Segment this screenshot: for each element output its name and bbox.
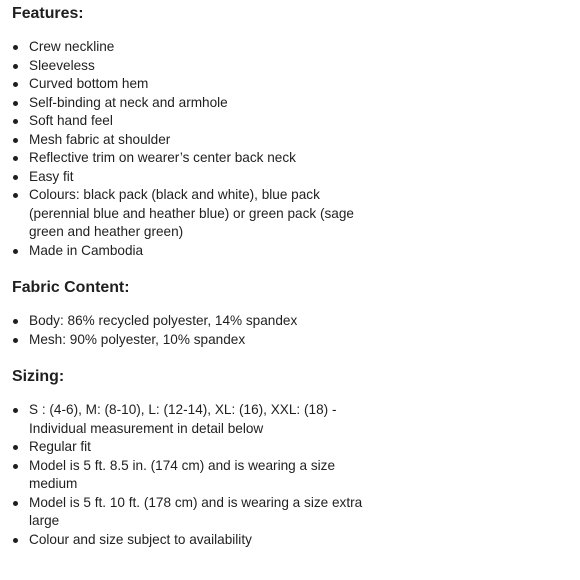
list-item: S : (4-6), M: (8-10), L: (12-14), XL: (16), XXL: (18) - Individual measurement in detail below	[12, 401, 369, 438]
sizing-heading: Sizing:	[12, 368, 65, 385]
fabric-content-heading: Fabric Content:	[12, 279, 130, 296]
sizing-section	[12, 367, 568, 549]
list-item: Regular fit	[12, 438, 369, 457]
list-item: Mesh fabric at shoulder	[12, 131, 369, 150]
fabric-content-list	[12, 312, 568, 349]
list-item: Mesh: 90% polyester, 10% spandex	[12, 331, 369, 350]
features-section	[12, 4, 568, 260]
list-item: Colours: black pack (black and white), blue pack (perennial blue and heather blue) or green pack (sage green and heather green)	[12, 186, 369, 242]
list-item: Curved bottom hem	[12, 75, 369, 94]
list-item: Crew neckline	[12, 38, 369, 57]
fabric-content-section	[12, 278, 568, 349]
features-heading: Features:	[12, 5, 84, 22]
list-item: Model is 5 ft. 8.5 in. (174 cm) and is wearing a size medium	[12, 457, 369, 494]
features-list	[12, 38, 568, 260]
list-item: Sleeveless	[12, 57, 369, 76]
sizing-list	[12, 401, 568, 549]
list-item: Body: 86% recycled polyester, 14% spandex	[12, 312, 369, 331]
list-item: Model is 5 ft. 10 ft. (178 cm) and is wearing a size extra large	[12, 494, 369, 531]
list-item: Reflective trim on wearer’s center back neck	[12, 149, 369, 168]
list-item: Easy fit	[12, 168, 369, 187]
list-item: Self-binding at neck and armhole	[12, 94, 369, 113]
list-item: Soft hand feel	[12, 112, 369, 131]
list-item: Made in Cambodia	[12, 242, 369, 261]
list-item: Colour and size subject to availability	[12, 531, 369, 550]
product-details	[12, 4, 568, 549]
